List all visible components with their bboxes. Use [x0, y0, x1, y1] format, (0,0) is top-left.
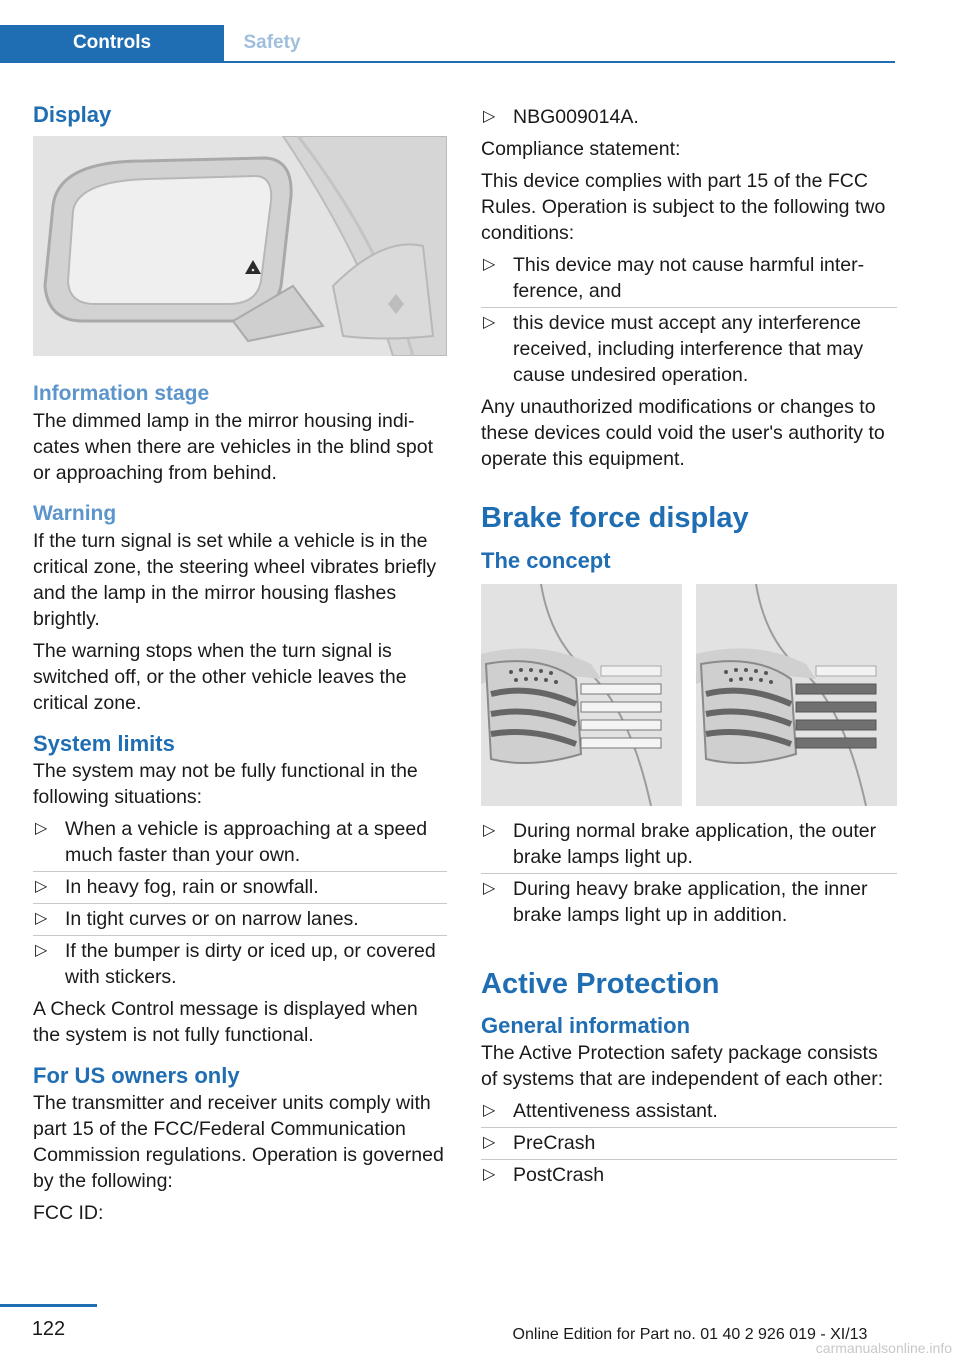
display-heading: Display — [33, 102, 112, 127]
brake-lamp-illustration — [696, 584, 897, 806]
compliance-text: This device complies with part 15 of the FCC Rules. Operation is subject to the following two conditions: — [481, 170, 886, 244]
list-item: ▷ PreCrash — [481, 1130, 897, 1156]
left-column — [33, 98, 447, 1232]
triangle-bullet-icon: ▷ — [483, 1166, 496, 1183]
system-limits-intro: The system may not be fully functional in the following situations: — [33, 760, 418, 808]
tab-controls[interactable]: Controls — [0, 25, 224, 61]
header-tabbar — [0, 25, 895, 63]
list-item: ▷ This device may not cause harmful interference, and — [481, 252, 897, 304]
general-info-heading: General information — [481, 1013, 691, 1038]
triangle-bullet-icon: ▷ — [483, 108, 496, 125]
triangle-bullet-icon: ▷ — [35, 878, 48, 895]
list-item: ▷ this device must accept any interference received, including interference that may cause undesired operation. — [483, 312, 864, 386]
warning-text-2: The warning stops when the turn signal is switched off, or the other vehicle leaves the critical zone. — [33, 640, 407, 714]
brake-panel-normal — [481, 584, 682, 806]
info-stage-heading: Information stage — [33, 382, 210, 405]
list-item: ▷ NBG009014A. — [483, 106, 639, 128]
unauthorized-text: Any unauthorized modifications or changes to these devices could void the user's authority to operate this equipment. — [481, 396, 885, 470]
info-stage-text: The dimmed lamp in the mirror housing indicates when there are vehicles in the blind spot or approaching from behind. — [33, 410, 433, 484]
brake-panel-heavy — [696, 584, 897, 806]
conditions-list — [481, 252, 897, 388]
triangle-bullet-icon: ▷ — [35, 820, 48, 837]
us-owners-text: The transmitter and receiver units comply with part 15 of the FCC/Federal Communication Commission regulations. Operation is governed by the following: — [33, 1092, 444, 1192]
watermark: carmanualsonline.info — [815, 1340, 952, 1356]
triangle-bullet-icon: ▷ — [483, 314, 496, 331]
us-owners-heading: For US owners only — [33, 1063, 240, 1088]
triangle-bullet-icon: ▷ — [483, 822, 496, 839]
list-item: ▷ Attentiveness assistant. — [481, 1098, 897, 1124]
active-protection-list — [481, 1098, 897, 1188]
fcc-id: FCC ID: — [33, 1202, 104, 1224]
footer-accent-line — [0, 1304, 97, 1307]
warning-text-1: If the turn signal is set while a vehicle is in the critical zone, the steering wheel vibrates briefly and the lamp in the mirror housing flashes brightly. — [33, 530, 437, 630]
triangle-bullet-icon: ▷ — [35, 942, 48, 959]
list-item: ▷ During normal brake application, the outer brake lamps light up. — [481, 818, 897, 870]
concept-heading: The concept — [481, 548, 611, 573]
general-info-text: The Active Protection safety package consists of systems that are independent of each other: — [481, 1042, 884, 1090]
tab-safety[interactable]: Safety — [243, 32, 301, 53]
list-item: ▷ In tight curves or on narrow lanes. — [33, 906, 447, 932]
triangle-bullet-icon: ▷ — [35, 910, 48, 927]
list-item: ▷ PostCrash — [483, 1164, 605, 1186]
system-limits-heading: System limits — [33, 731, 175, 756]
right-column — [481, 98, 897, 1194]
edition-footer: Online Edition for Part no. 01 40 2 926 019 - XI/13 — [512, 1326, 868, 1343]
system-limits-list — [33, 816, 447, 990]
brake-lamp-illustration — [481, 584, 682, 806]
compliance-label: Compliance statement: — [481, 138, 681, 160]
list-item: ▷ In heavy fog, rain or snowfall. — [33, 874, 447, 900]
check-control-text: A Check Control message is displayed when the system is not fully functional. — [33, 998, 418, 1046]
nbg-list — [481, 104, 897, 130]
list-item: ▷ If the bumper is dirty or iced up, or covered with stickers. — [35, 940, 436, 988]
list-item: ▷ During heavy brake application, the inner brake lamps light up in addition. — [483, 878, 868, 926]
triangle-bullet-icon: ▷ — [483, 1134, 496, 1151]
active-protection-heading: Active Protection — [481, 968, 720, 1000]
triangle-bullet-icon: ▷ — [483, 256, 496, 273]
mirror-illustration — [33, 136, 447, 356]
brake-list — [481, 818, 897, 928]
page-number: 122 — [31, 1318, 66, 1340]
triangle-bullet-icon: ▷ — [483, 880, 496, 897]
triangle-bullet-icon: ▷ — [483, 1102, 496, 1119]
warning-heading: Warning — [33, 502, 117, 525]
mirror-figure — [33, 136, 447, 356]
brake-lamps-figure — [481, 584, 897, 806]
list-item: ▷ When a vehicle is approaching at a speed much faster than your own. — [33, 816, 447, 868]
brake-force-heading: Brake force display — [481, 502, 749, 534]
